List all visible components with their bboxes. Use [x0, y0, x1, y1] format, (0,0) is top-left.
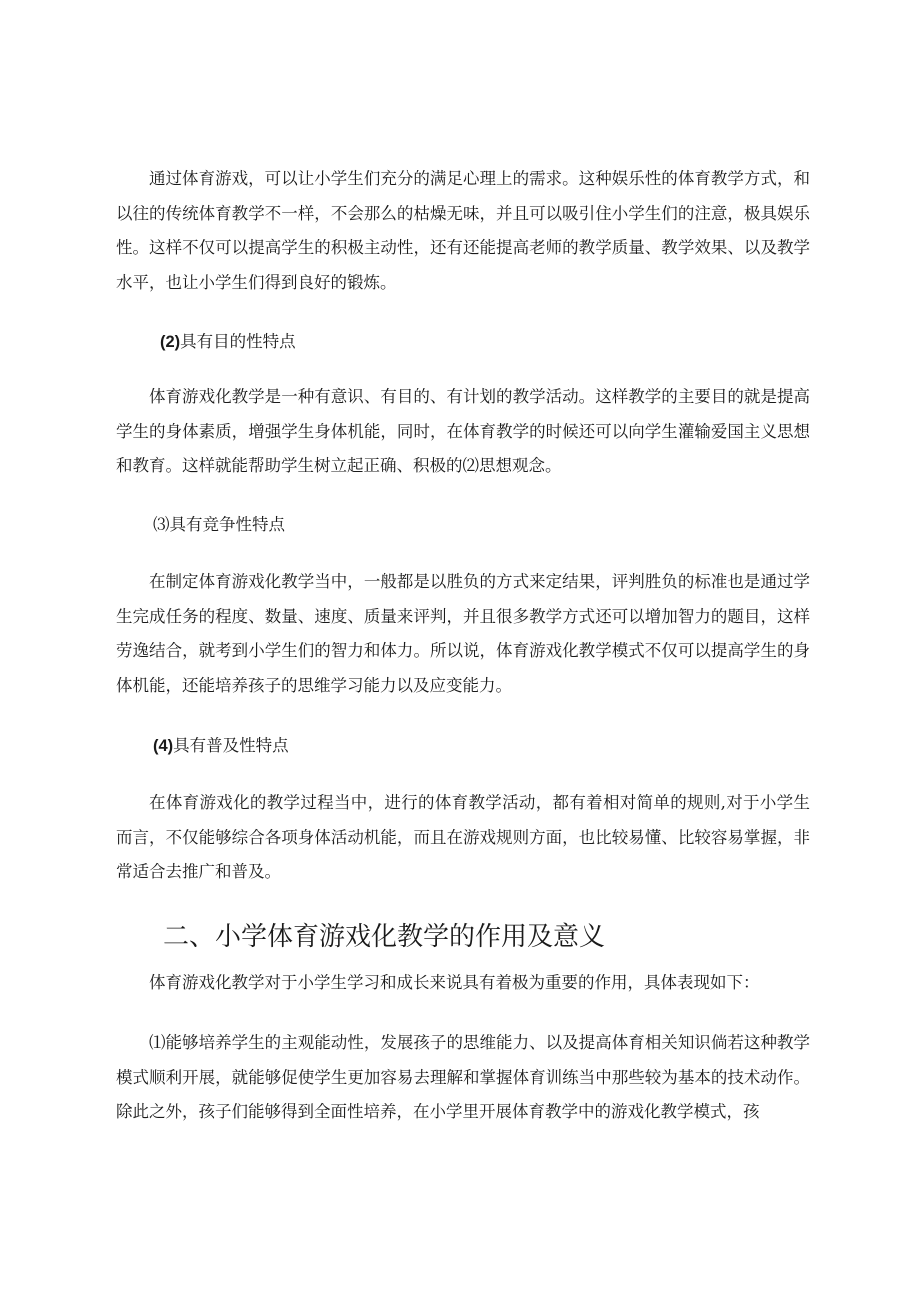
- paragraph-section-intro: 体育游戏化教学对于小学生学习和成长来说具有着极为重要的作用，具体表现如下：: [149, 973, 760, 992]
- subheading-title: 具有普及性特点: [173, 736, 289, 755]
- paragraph-point-1: ⑴能够培养学生的主观能动性，发展孩子的思维能力、以及提高体育相关知识倘若这种教学模式顺利开展，就能够促使学生更加容易去理解和掌握体育训练当中那些较为基本的技术动作。除此之外，孩子们能够得到全面性培养，在小学里开展体育教学中的游戏化教学模式，孩: [116, 1033, 810, 1121]
- subheading-purposeful: [160, 330, 296, 354]
- subheading-title: 具有目的性特点: [180, 332, 296, 351]
- subheading-popular: [153, 734, 289, 758]
- paragraph-intro: 通过体育游戏，可以让小学生们充分的满足心理上的需求。这种娱乐性的体育教学方式，和以往的传统体育教学不一样，不会那么的枯燥无味，并且可以吸引住小学生们的注意，极具娱乐性。这样不仅可以提高学生的积极主动性，还有还能提高老师的教学质量、教学效果、以及教学水平，也让小学生们得到良好的锻炼。: [116, 169, 810, 292]
- paragraph-competitive: 在制定体育游戏化教学当中，一般都是以胜负的方式来定结果，评判胜负的标准也是通过学生完成任务的程度、数量、速度、质量来评判，并且很多教学方式还可以增加智力的题目，这样劳逸结合，就考到小学生们的智力和体力。所以说，体育游戏化教学模式不仅可以提高学生的身体机能，还能培养孩子的思维学习能力以及应变能力。: [116, 572, 810, 695]
- paragraph-popular: 在体育游戏化的教学过程当中，进行的体育教学活动，都有着相对简单的规则,对于小学生而言，不仅能够综合各项身体活动机能，而且在游戏规则方面，也比较易懂、比较容易掌握，非常适合去推广和普及。: [116, 793, 810, 881]
- subheading-number: (4): [153, 737, 174, 755]
- subheading-number: (2): [160, 333, 181, 351]
- section-heading: 二、小学体育游戏化教学的作用及意义: [163, 922, 606, 952]
- subheading-competitive: ⑶具有竞争性特点: [153, 515, 285, 534]
- paragraph-purposeful: 体育游戏化教学是一种有意识、有目的、有计划的教学活动。这样教学的主要目的就是提高学生的身体素质，增强学生身体机能，同时，在体育教学的时候还可以向学生灌输爱国主义思想和教育。这样就能帮助学生树立起正确、积极的⑵思想观念。: [116, 387, 810, 475]
